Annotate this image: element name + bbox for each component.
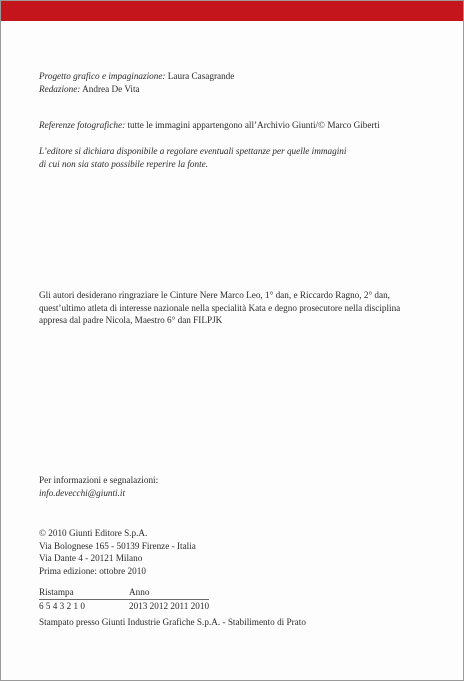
printer-line: Stampato presso Giunti Industrie Grafiche S.p.A. - Stabilimento di Prato [39,617,306,627]
address-florence: Via Bolognese 165 - 50139 Firenze - Italia [39,540,196,551]
photo-credits-value: tutte le immagini appartengono all’Archivio Giunti/© Marco Giberti [127,120,380,130]
acknowledgements-line-1: Gli autori desiderano ringraziare le Cinture Nere Marco Leo, 1° dan, e Riccardo Ragno, 2° dan, [39,290,390,300]
credits-block [39,70,234,95]
reprint-years: 2013 2012 2011 2010 [129,600,210,611]
contact-label: Per informazioni e segnalazioni: [39,475,159,485]
disclaimer-line-2: di cui non sia stato possibile reperire la fonte. [39,158,209,169]
reprint-table [39,586,209,612]
graphic-design-label: Progetto grafico e impaginazione: [39,71,166,81]
year-label: Anno [129,586,209,600]
editing-value: Andrea De Vita [82,83,140,94]
contact-block [39,474,158,499]
acknowledgements-line-3: appresa dal padre Nicola, Maestro 6° dan FILPJK [39,315,223,326]
disclaimer-line-1: L’editore si dichiara disponibile a regolare eventuali spettanze per quelle immagini [39,146,347,156]
acknowledgements [39,289,400,327]
acknowledgements-line-2: quest’ultimo atleta di interesse nazionale nella specialità Kata e degno prosecutore nella disciplina [39,302,401,313]
copyright-line: © 2010 Giunti Editore S.p.A. [39,528,148,538]
first-edition: Prima edizione: ottobre 2010 [39,565,146,576]
graphic-design-value: Laura Casagrande [167,71,235,81]
photo-credits [39,119,380,132]
photo-credits-label: Referenze fotografiche: [39,120,126,130]
reprint-numbers: 6 5 4 3 2 1 0 [39,600,85,611]
graphic-design-credit [39,70,234,83]
contact-email: info.devecchi@giunti.it [39,487,126,498]
editing-label: Redazione: [39,83,81,94]
image-rights-disclaimer [39,145,346,170]
reprint-label: Ristampa [39,586,129,600]
editing-credit [39,83,234,96]
address-milan: Via Dante 4 - 20121 Milano [39,553,143,564]
red-header-bar [1,1,463,21]
publisher-block [39,527,196,577]
